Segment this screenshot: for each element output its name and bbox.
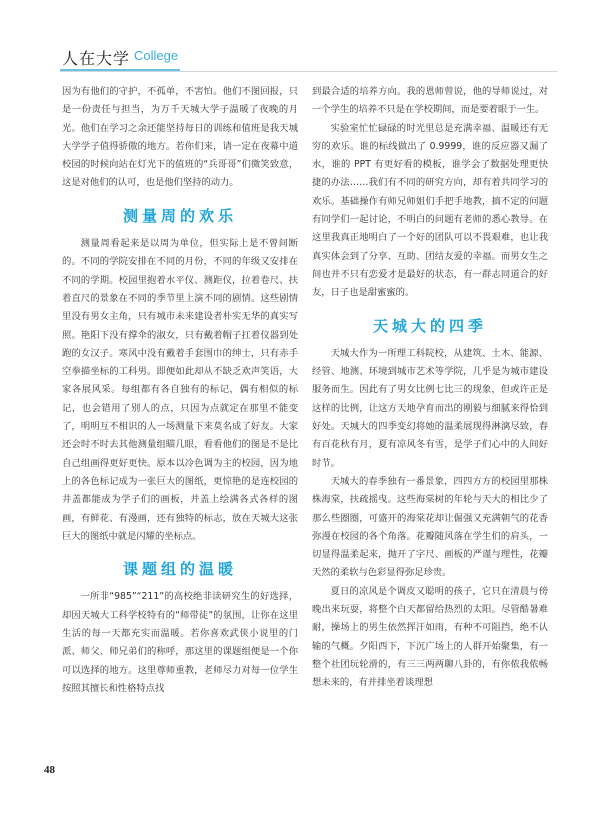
summer-paragraph: 夏日的凉风是个调皮又聪明的孩子，它只在清晨与傍晚出来玩耍，将整个白天都留给热烈的太阳。尽管酷暑难耐，操场上的男生依然挥汗如雨，有种不可阻挡，绝不认输的气概。夕阳西下，下沉广场上的人群开始聚集，有一整个社团玩轮滑的，有三三两两聊八卦的，有你侬我侬畅想未来的，有并排坐着谈理想 — [312, 585, 548, 689]
survey-week-paragraph: 测量周看起来是以周为单位，但实际上是不曾间断的。不同的学院安排在不同的月份，不同的年级又安排在不同的学期。校园里抱着水平仪、测距仪，拉着卷尺、扶着直尺的景象在不同的季节里上演不同的剧情。这些剧情里没有男女主角，只有城市未来建设者朴实无华的真实写照。艳阳下没有撑伞的淑女，只有戴着帽子扛着仪器到处跑的女汉子。寒风中没有戴着手套围巾的绅士，只有赤手空拳描坐标的工科男。即便如此却从不缺乏欢声笑语，大家各展风采。每组都有各自独有的标记，偶有相似的标记，也会错用了别人的点，只因为点就定在那里不能变了，明明互不相识的人一场测量下来莫名成了好友。大家还会时不时去其他测量组瞄几眼，看看他们的图是不是比自己组画得更好更快。原本以冷色调为主的校园，因为地上的各色标记成为一张巨大的图纸，更惊艳的是连校园的井盖都能成为学子们的画板，并盖上绘满各式各样的图画，有鲜花、有漫画，还有独特的标志，放在天城大这张巨大的图纸中就是闪耀的坐标点。 — [62, 238, 298, 542]
continued-paragraph: 到最合适的培养方向。我的恩师曾说，他的导师说过，对一个学生的培养不只是在学校期间，而是要着眼于一生。 — [312, 86, 548, 116]
lab-paragraph: 实验室忙忙碌碌的时光里总是充满幸福、温暖还有无穷的欢乐。谁的标线做出了 0.9999，谁的反应器又漏了水，谁的 PPT 有更好看的模板，谁学会了数据处理更快捷的办法……我们有不同的研究方向，却有着共同学习的欢乐。基础操作有师兄师姐们手把手地教，搞不定的问题有同学们一起讨论，不明白的问题有老师的悉心教导。在这里我真正地明白了一个好的团队可以不畏艰难，也让我真实体会到了分享、互助、团结友爱的幸福。而男女生之间也并不只有恋爱才是最好的状态，有一群志同道合的好友，日子也是甜蜜蜜的。 — [312, 122, 548, 299]
right-column — [312, 83, 548, 693]
page-header — [60, 40, 560, 70]
header-rule — [60, 71, 558, 72]
spring-paragraph: 天城大的春季独有一番景象，四四方方的校园里那株株海棠，扶疏摇曳。这些海棠树的年轮与天大的相比少了那么些圈圈，可盛开的海棠花却让倔强又充满朝气的花香弥漫在校园的各个角落。花瓣随风落在学生们的肩头，一切显得温柔起来，抛开了字尺、画板的严谨与理性，花瓣天然的柔软与色彩显得弥足珍贵。 — [312, 475, 548, 579]
intro-paragraph: 因为有他们的守护，不孤单，不害怕。他们不图回报，只是一份责任与担当，为万千天城大学子温暖了夜晚的月光。他们在学习之余还能坚持每日的训练和值班是我天城大学学子值得骄傲的地方。若你们来，请一定在夜幕中道校园的时候向站在灯光下的值班的“兵哥哥”们微笑致意，这是对他们的认可，也是他们坚持的动力。 — [62, 86, 298, 189]
section-title-survey-week: 测量周的欢乐 — [122, 206, 237, 225]
section-title-research-group: 课题组的温暖 — [122, 560, 237, 579]
running-title-english: College — [134, 48, 179, 63]
seasons-paragraph: 天城大作为一所理工科院校，从建筑、土木、能源、经管、地测、环境到城市艺术等学院，几乎是为城市建设服务而生。因此有了男女比例七比三的现象，但或许正是这样的比例，让这方天地孕育而出的刚毅与细腻来得恰到好处。天城大的四季变幻将她的温柔展现得淋漓尽致，春有百花秋有月，夏有凉风冬有雪，是学子们心中的人间好时节。 — [312, 347, 548, 469]
left-column — [62, 83, 298, 698]
section-title-four-seasons: 天城大的四季 — [372, 316, 487, 335]
running-title: 人在大学 — [62, 49, 131, 68]
research-group-paragraph: 一所非“985”“211”的高校绝非读研究生的好选择，却因天城大工科学校特有的“师带徒”的氛围，让你在这里生活的每一天都充实而温暖。若你喜欢武侠小说里的门派、师父、师兄弟们的称呼，那这里的课题组便是一个你可以选择的地方。这里尊师重教，老师尽力对每一位学生按照其擅长和性格特点找 — [62, 591, 298, 694]
page-number: 48 — [44, 764, 55, 776]
